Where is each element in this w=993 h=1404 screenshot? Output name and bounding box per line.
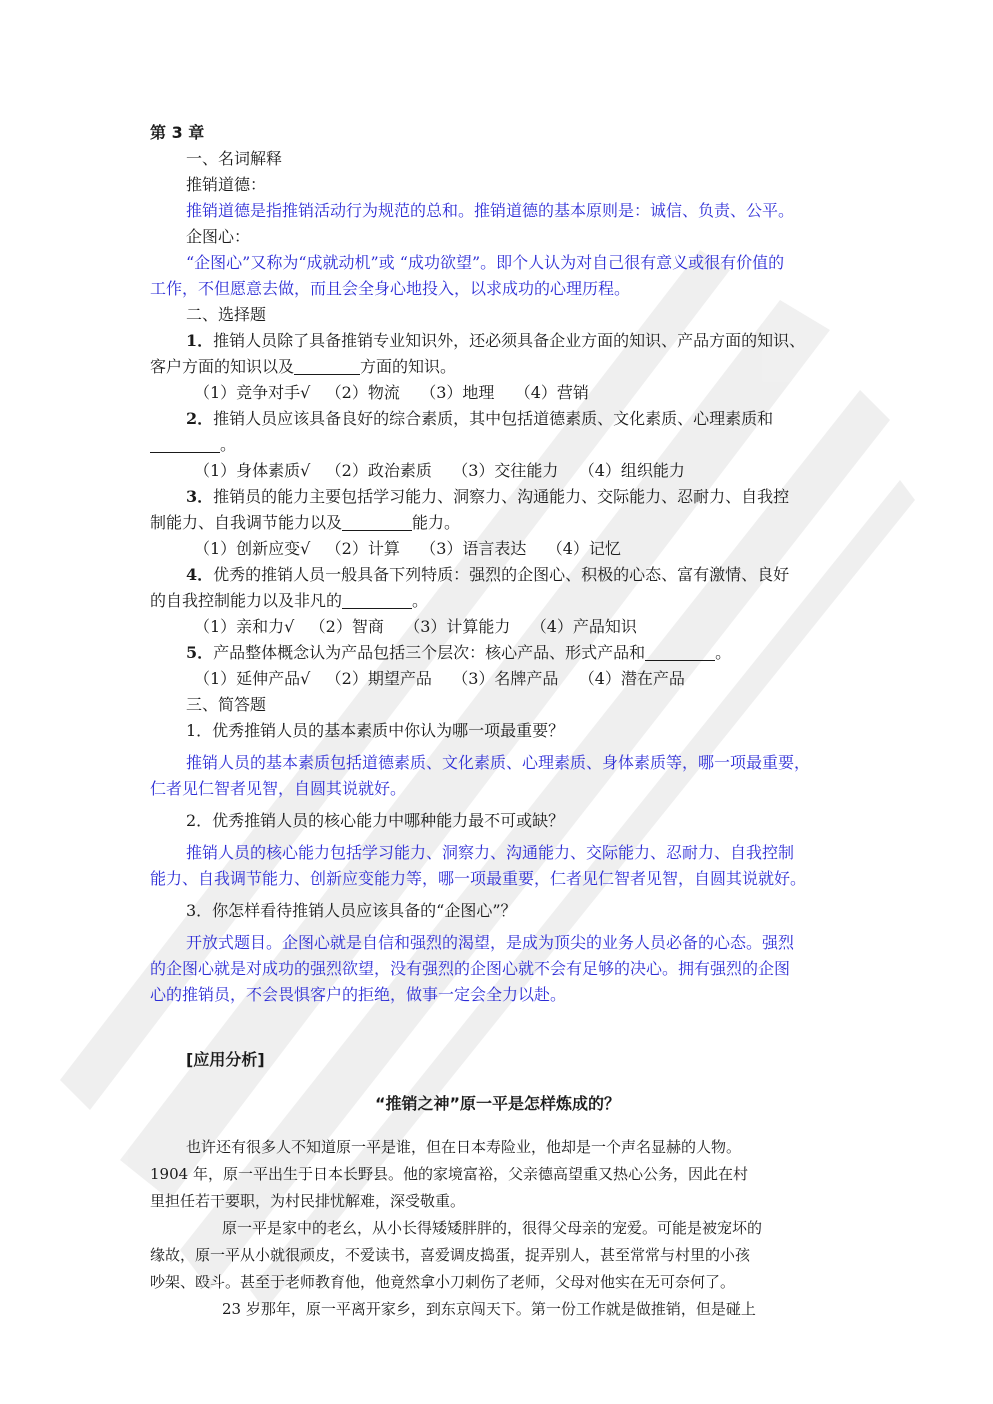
- choice-options-2: （1）身体素质√ （2）政治素质 （3）交往能力 （4）组织能力: [194, 461, 685, 480]
- term-label: 推销道德：: [186, 175, 267, 194]
- section-heading-choice: 二、选择题: [186, 305, 267, 324]
- choice-options-4: （1）亲和力√ （2）智商 （3）计算能力 （4）产品知识: [194, 617, 637, 636]
- document-page: [150, 120, 845, 1323]
- short-answer-3: 的企图心就是对成功的强烈欲望，没有强烈的企图心就不会有足够的决心。拥有强烈的企图: [150, 959, 791, 978]
- section-heading-terms: 一、名词解释: [186, 149, 283, 168]
- choice-question-5: 5．产品整体概念认为产品包括三个层次：核心产品、形式产品和 。: [186, 643, 732, 662]
- story-title: “推销之神”原一平是怎样炼成的？: [374, 1094, 621, 1113]
- term-answer: 推销道德是指推销活动行为规范的总和。推销道德的基本原则是：诚信、负责、公平。: [186, 201, 795, 220]
- choice-question-4-line2: 的自我控制能力以及非凡的 。: [150, 591, 429, 610]
- story-paragraph: 吵架、殴斗。甚至于老师教育他，他竟然拿小刀刺伤了老师，父母对他实在无可奈何了。: [150, 1273, 736, 1291]
- choice-options-1: （1）竞争对手√ （2）物流 （3）地理 （4）营销: [194, 383, 589, 402]
- story-paragraph: 1904 年，原一平出生于日本长野县。他的家境富裕，父亲德高望重又热心公务，因此在村: [150, 1165, 748, 1183]
- choice-question-4: 4．优秀的推销人员一般具备下列特质：强烈的企图心、积极的心态、富有激情、良好: [186, 565, 790, 584]
- short-question-2: 2．优秀推销人员的核心能力中哪种能力最不可或缺？: [186, 811, 565, 830]
- story-paragraph: 里担任若干要职，为村民排忧解难，深受敬重。: [150, 1192, 466, 1210]
- story-paragraph: 缘故，原一平从小就很顽皮，不爱读书，喜爱调皮捣蛋，捉弄别人，甚至常常与村里的小孩: [150, 1246, 751, 1264]
- answer-blank: [342, 512, 412, 531]
- choice-question-1-line2: 客户方面的知识以及 方面的知识。: [150, 357, 457, 376]
- short-answer-3: 开放式题目。企图心就是自信和强烈的渴望，是成为顶尖的业务人员必备的心态。强烈: [186, 933, 795, 952]
- story-paragraph: 23 岁那年，原一平离开家乡，到东京闯天下。第一份工作就是做推销，但是碰上: [222, 1300, 756, 1318]
- section-heading-short: 三、简答题: [186, 695, 267, 714]
- choice-question-3: 3．推销员的能力主要包括学习能力、洞察力、沟通能力、交际能力、忍耐力、自我控: [186, 487, 790, 506]
- answer-blank: [294, 356, 360, 375]
- short-answer-3: 心的推销员，不会畏惧客户的拒绝，做事一定会全力以赴。: [150, 985, 567, 1004]
- choice-question-1: 1．推销人员除了具备推销专业知识外，还必须具备企业方面的知识、产品方面的知识、: [186, 331, 806, 350]
- short-answer-2: 能力、自我调节能力、创新应变能力等，哪一项最重要，仁者见仁智者见智，自圆其说就好。: [150, 869, 807, 888]
- chapter-title: 第 3 章: [150, 123, 205, 142]
- term-label: 企图心：: [186, 227, 251, 246]
- answer-blank: [342, 590, 412, 609]
- short-answer-2: 推销人员的核心能力包括学习能力、洞察力、沟通能力、交际能力、忍耐力、自我控制: [186, 843, 795, 862]
- answer-blank: [150, 434, 220, 453]
- answer-blank: [645, 642, 715, 661]
- short-question-1: 1．优秀推销人员的基本素质中你认为哪一项最重要？: [186, 721, 565, 740]
- story-paragraph: 原一平是家中的老幺，从小长得矮矮胖胖的，很得父母亲的宠爱。可能是被宠坏的: [222, 1219, 763, 1237]
- short-question-3: 3．你怎样看待推销人员应该具备的“企图心”？: [186, 901, 517, 920]
- choice-question-2-line2: 。: [150, 432, 845, 458]
- choice-question-3-line2: 制能力、自我调节能力以及 能力。: [150, 513, 461, 532]
- short-answer-1: 仁者见仁智者见智，自圆其说就好。: [150, 779, 407, 798]
- application-heading: [应用分析]: [186, 1050, 265, 1069]
- term-answer: “企图心”又称为“成就动机”或 “成功欲望”。即个人认为对自己很有意义或很有价值的: [186, 253, 785, 272]
- term-answer: 工作，不但愿意去做，而且会全身心地投入，以求成功的心理历程。: [150, 279, 631, 298]
- story-paragraph: 也许还有很多人不知道原一平是谁，但在日本寿险业，他却是一个声名显赫的人物。: [186, 1138, 742, 1156]
- choice-question-2: 2．推销人员应该具备良好的综合素质，其中包括道德素质、文化素质、心理素质和: [186, 409, 774, 428]
- choice-options-3: （1）创新应变√ （2）计算 （3）语言表达 （4）记忆: [194, 539, 621, 558]
- choice-options-5: （1）延伸产品√ （2）期望产品 （3）名牌产品 （4）潜在产品: [194, 669, 685, 688]
- short-answer-1: 推销人员的基本素质包括道德素质、文化素质、心理素质、身体素质等，哪一项最重要，: [186, 753, 811, 772]
